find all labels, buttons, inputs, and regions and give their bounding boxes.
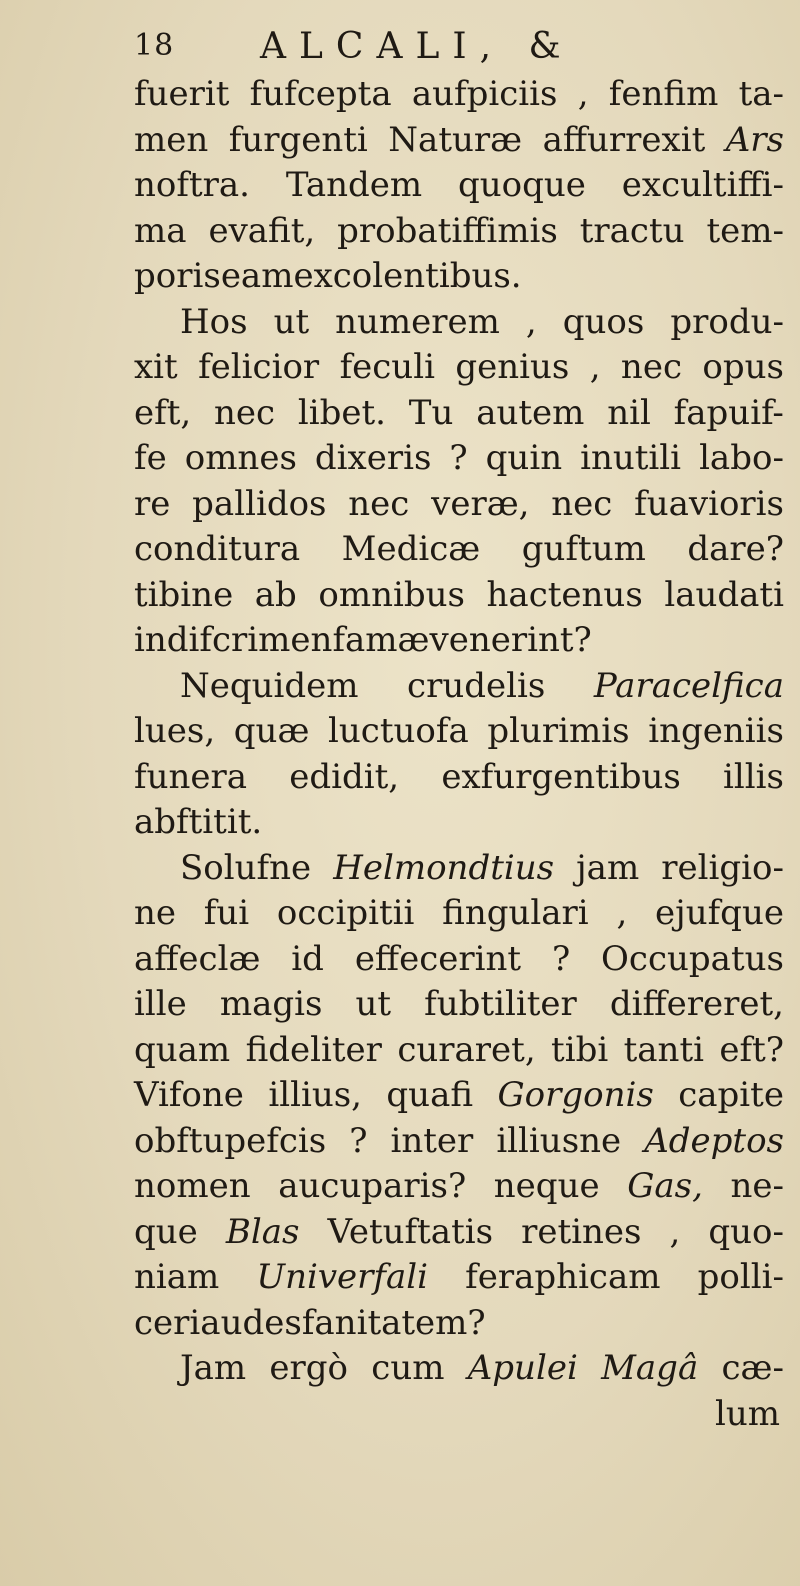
word: Gorgonis [497, 1075, 654, 1115]
word: , [669, 1211, 681, 1252]
word: illiusne [496, 1120, 622, 1161]
word: ab [254, 574, 297, 615]
word: curaret, [397, 1029, 536, 1070]
word: audes [200, 1302, 302, 1343]
text-line [134, 1073, 784, 1119]
text-line [134, 709, 784, 755]
word: obftupefcis [134, 1120, 327, 1161]
word: tibi [551, 1029, 609, 1070]
word: poris [134, 256, 221, 296]
word: autem [476, 392, 585, 433]
word: feculi [339, 347, 435, 387]
word: luctuofa [328, 711, 469, 751]
word: cæ- [721, 1348, 784, 1388]
word: illis [723, 756, 784, 797]
word: Vifone [134, 1075, 244, 1115]
word: quoque [458, 165, 586, 205]
word: exfurgentibus [441, 756, 681, 797]
word: fubtiliter [424, 984, 577, 1024]
word: quo- [708, 1211, 784, 1252]
word: quafi [386, 1075, 474, 1115]
text-line [134, 1119, 784, 1165]
catchword [134, 1392, 784, 1438]
word: occipitii [276, 893, 415, 933]
word: inter [390, 1120, 474, 1161]
word: cum [371, 1348, 445, 1388]
word: fenfim [608, 74, 719, 114]
word: Blas [225, 1211, 300, 1252]
word: ? [449, 438, 468, 478]
text-line [134, 209, 784, 255]
word: veræ, [431, 483, 530, 524]
word: re [134, 483, 171, 524]
word: , [577, 74, 589, 114]
word: labo- [699, 438, 784, 478]
word: abftitit. [134, 802, 263, 842]
word: fapuif- [673, 392, 784, 433]
word: fe [134, 438, 167, 478]
word: genius [455, 347, 570, 387]
word: eam [220, 256, 294, 296]
word: illius, [268, 1075, 362, 1115]
word: funera [134, 756, 248, 797]
word: eft, [134, 392, 192, 433]
word: guftum [521, 529, 646, 569]
word: probatiffimis [337, 210, 558, 251]
word: aucuparis? [278, 1166, 467, 1206]
text-line [134, 755, 784, 801]
word: xit [134, 347, 178, 387]
word: laudati [664, 574, 784, 615]
word: excolentibus. [293, 256, 522, 296]
word: feraphicam [465, 1257, 661, 1297]
word: excultiffi- [621, 165, 784, 205]
word: ne- [730, 1166, 784, 1206]
word: neque [493, 1166, 600, 1206]
text-line [134, 345, 784, 391]
word: edidit, [289, 756, 400, 797]
text-line [134, 163, 784, 209]
word: hactenus [486, 574, 643, 615]
word: Hos [180, 301, 248, 342]
word: nec [620, 347, 682, 387]
word: ille [134, 984, 187, 1024]
word: fanitatem [301, 1302, 468, 1343]
word: religio- [661, 847, 784, 888]
text-line [134, 573, 784, 619]
word: difcrimen [166, 620, 333, 660]
body-text [134, 72, 784, 1437]
word: crudelis [407, 665, 546, 706]
word: Paracelfica [593, 665, 784, 706]
word: affeclæ [134, 938, 261, 979]
word: produ- [670, 301, 784, 342]
text-line [134, 254, 784, 300]
text-line [134, 1028, 784, 1074]
paragraph-start-line [134, 846, 784, 892]
word: noftra. [134, 165, 250, 205]
word: ejufque [655, 893, 784, 933]
word: tem- [706, 210, 784, 251]
text-line [134, 118, 784, 164]
text-line [134, 436, 784, 482]
word: effecerint [354, 938, 522, 979]
word: fuerit [134, 74, 230, 114]
paragraph-start-line [134, 300, 784, 346]
word: ergò [269, 1348, 349, 1388]
word: dixeris [314, 438, 432, 478]
word: Naturæ [388, 119, 523, 160]
word: quæ [233, 711, 310, 751]
word: retines [521, 1211, 642, 1252]
word: ne [134, 893, 177, 933]
text-line [134, 800, 784, 846]
word: affurrexit [542, 119, 706, 160]
word: furgenti [228, 119, 368, 160]
word: ut [355, 984, 392, 1024]
word: dare? [687, 529, 784, 569]
word: quam [134, 1029, 231, 1070]
word: Ars [725, 119, 784, 160]
page-number: 18 [134, 28, 175, 63]
word: ? [551, 938, 571, 979]
text-line [134, 391, 784, 437]
word: tibine [134, 574, 234, 615]
word: Univerfali [256, 1257, 429, 1297]
word: ingeniis [648, 711, 784, 751]
word: fui [203, 893, 250, 933]
text-line [134, 618, 784, 664]
word: ut [273, 301, 310, 342]
word: nec [551, 483, 613, 524]
word: que [134, 1211, 198, 1252]
word: nec [348, 483, 410, 524]
word: quin [485, 438, 563, 478]
text-line [134, 1301, 784, 1347]
word: nil [607, 392, 651, 433]
word: opus [702, 347, 784, 387]
word: inutili [580, 438, 682, 478]
word: Adeptos [644, 1120, 784, 1161]
word: quos [562, 301, 645, 342]
text-line [134, 482, 784, 528]
word: nomen [134, 1166, 251, 1206]
word: famæ [332, 620, 430, 660]
text-line [134, 891, 784, 937]
word: fufcepta [249, 74, 392, 114]
word: jam [576, 847, 640, 888]
word: Jam [180, 1348, 247, 1388]
text-line [134, 72, 784, 118]
word: polli- [697, 1257, 784, 1297]
word: fideliter [245, 1029, 382, 1070]
word: omnibus [318, 574, 465, 615]
word: omnes [184, 438, 297, 478]
page-header [134, 22, 654, 74]
paragraph-start-line [134, 1346, 784, 1392]
running-head: ALCALI, & [260, 26, 574, 67]
word: evafit, [208, 210, 316, 251]
word: Vetuftatis [327, 1211, 494, 1252]
word: venerint? [429, 620, 592, 660]
word: id [291, 938, 324, 979]
word: Nequidem [180, 665, 359, 706]
word: differeret, [609, 984, 784, 1024]
word: in [134, 620, 167, 660]
word: lum [714, 1393, 780, 1434]
text-line [134, 937, 784, 983]
word: tractu [579, 210, 685, 251]
word: capite [678, 1075, 784, 1115]
word: ta- [738, 74, 784, 114]
word: nec [214, 392, 276, 433]
word: Gas, [627, 1166, 703, 1206]
word: fuavioris [634, 483, 784, 524]
word: Medicæ [341, 529, 481, 569]
word: , [525, 301, 537, 342]
word: ? [467, 1302, 486, 1343]
word: lues, [134, 711, 216, 751]
word: felicior [198, 347, 320, 387]
word: men [134, 119, 209, 160]
word: , [589, 347, 601, 387]
word: ? [349, 1120, 368, 1161]
word: eft? [719, 1029, 784, 1070]
text-line [134, 1164, 784, 1210]
word: Solufne [180, 847, 312, 888]
word: fingulari [442, 893, 589, 933]
word: , [616, 893, 628, 933]
text-line [134, 1210, 784, 1256]
word: Apulei [467, 1348, 578, 1388]
word: Tandem [285, 165, 423, 205]
word: numerem [335, 301, 500, 342]
paragraph-start-line [134, 664, 784, 710]
word: magis [219, 984, 323, 1024]
word: aufpiciis [411, 74, 558, 114]
word: Occupatus [601, 938, 784, 979]
word: plurimis [487, 711, 630, 751]
word: conditura [134, 529, 301, 569]
text-line [134, 982, 784, 1028]
text-line [134, 527, 784, 573]
word: Helmondtius [333, 847, 555, 888]
word: Magâ [601, 1348, 699, 1388]
word: tanti [623, 1029, 704, 1070]
word: ma [134, 210, 187, 251]
word: libet. [297, 392, 386, 433]
word: niam [134, 1257, 220, 1297]
word: ceri [134, 1302, 201, 1343]
text-line [134, 1255, 784, 1301]
word: pallidos [192, 483, 327, 524]
word: Tu [408, 392, 454, 433]
